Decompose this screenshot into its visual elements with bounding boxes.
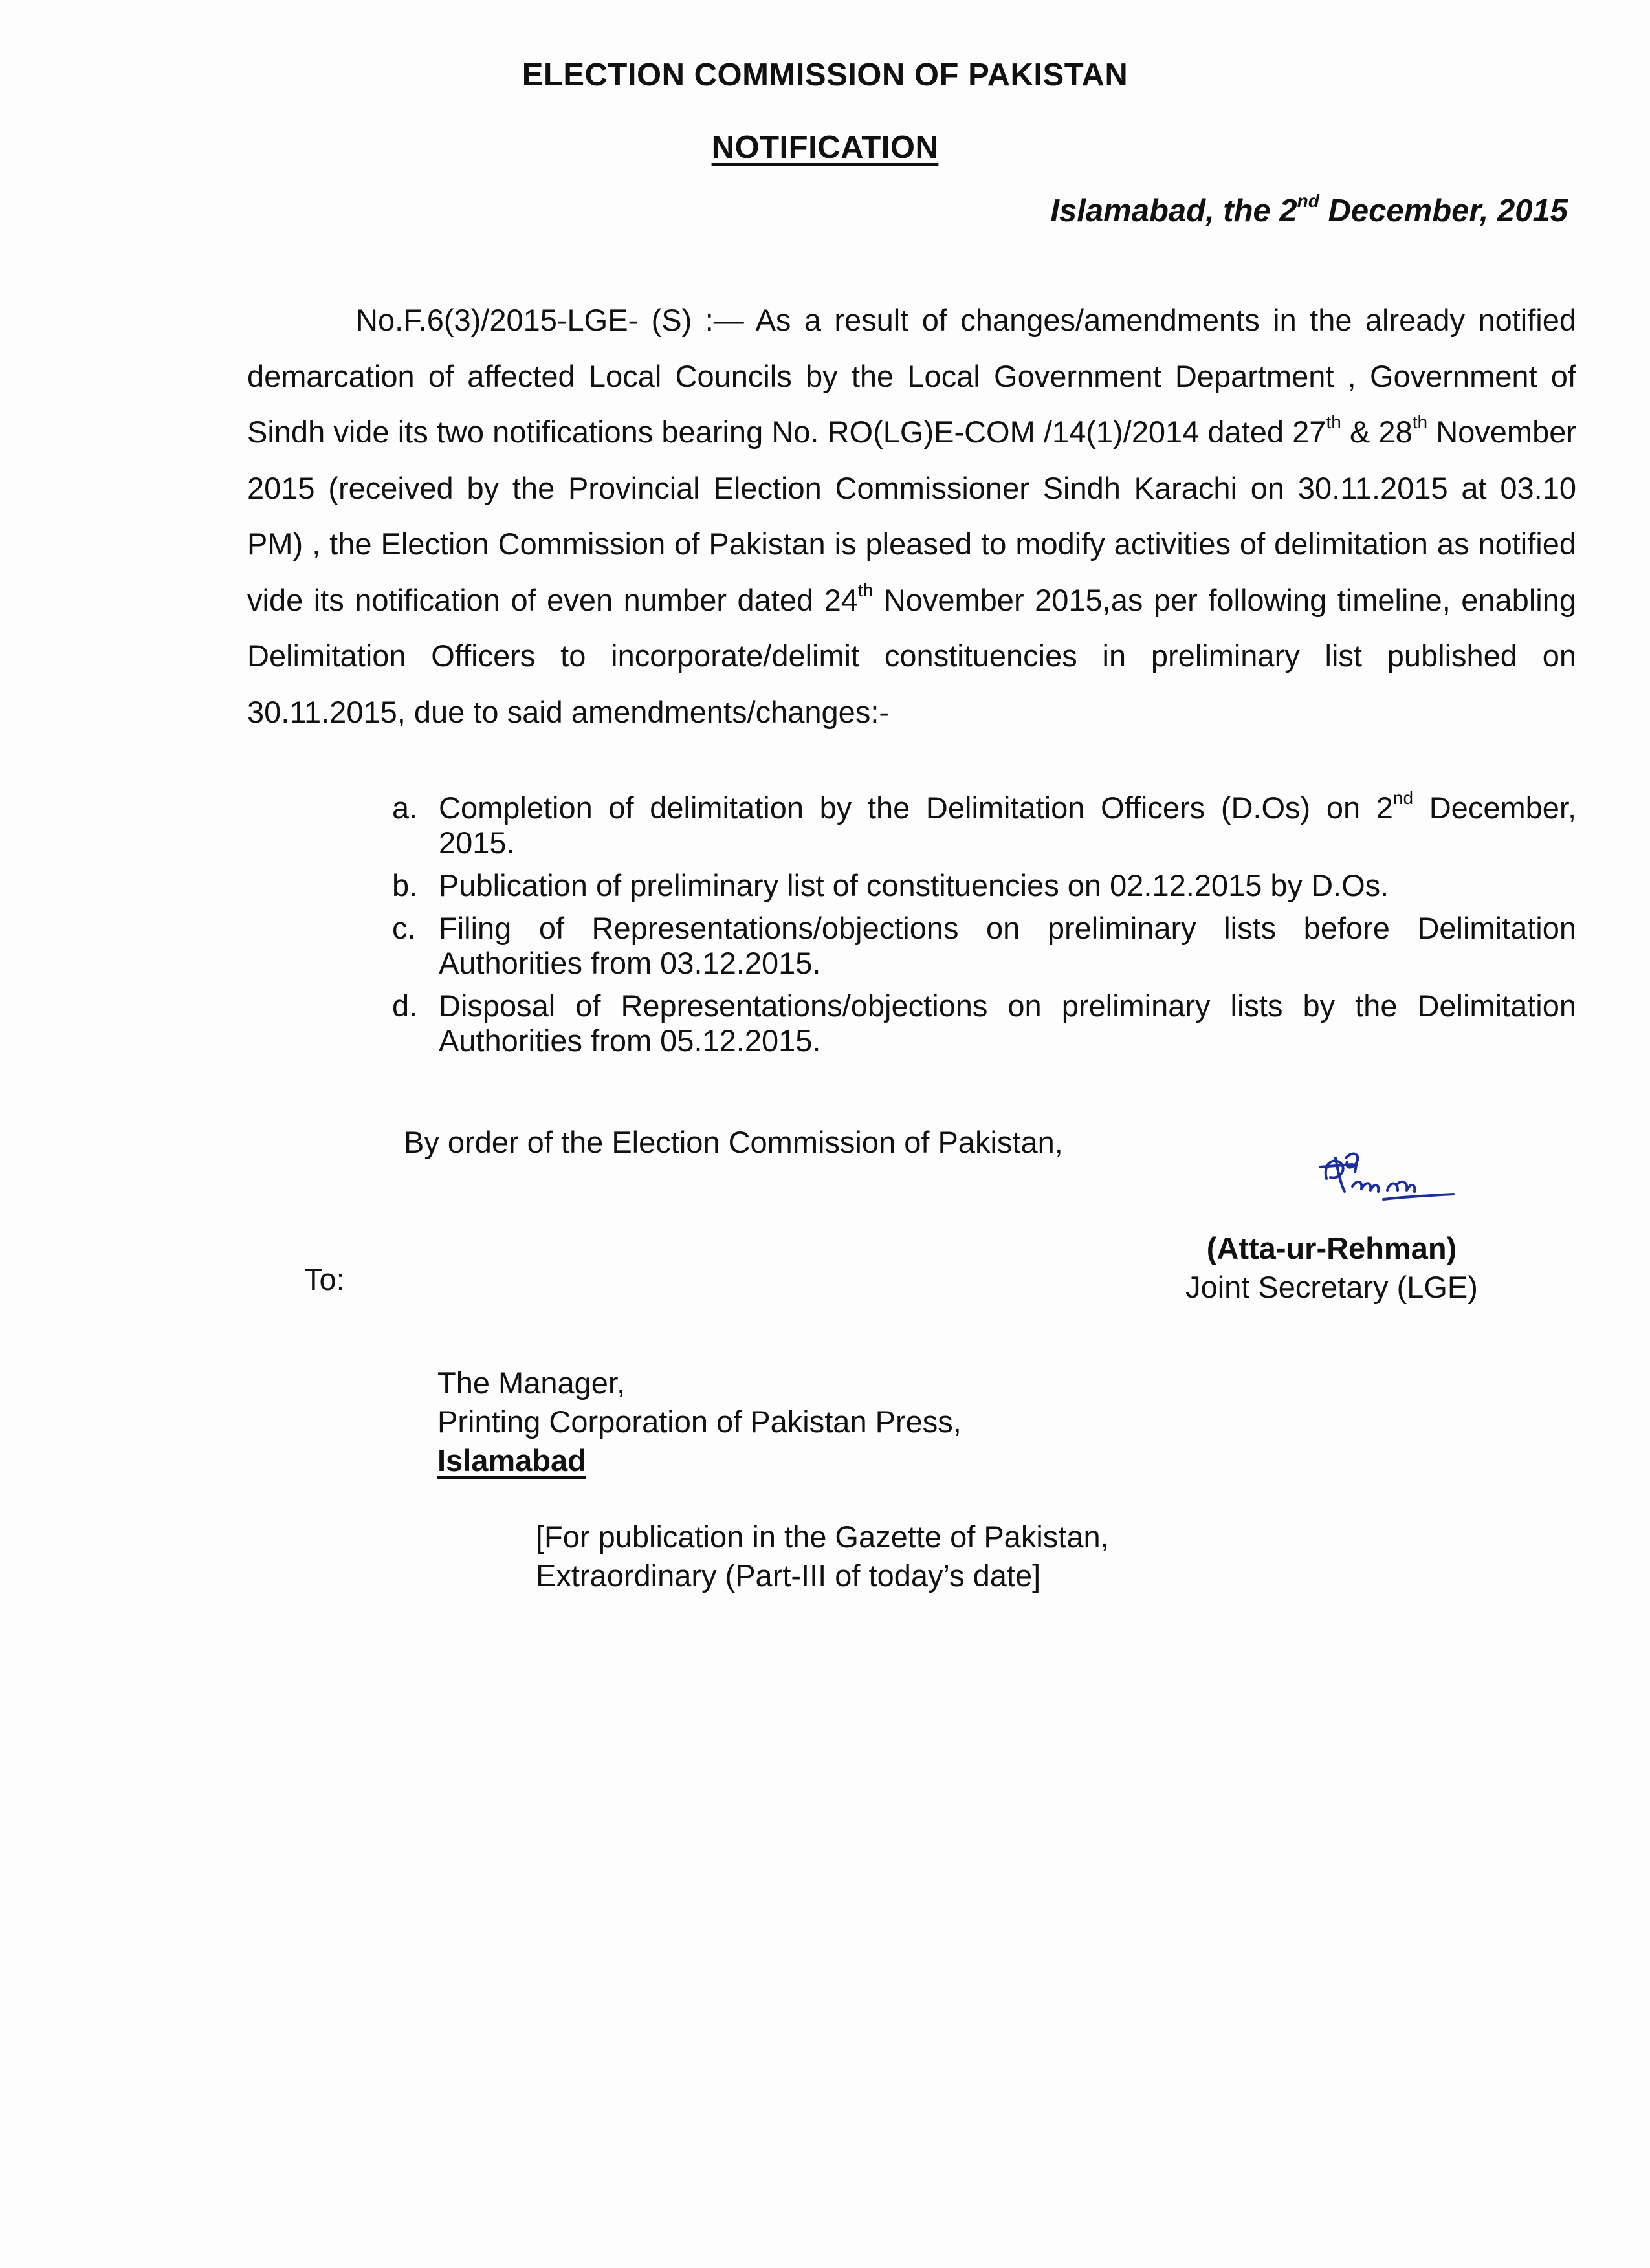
list-item-marker: a.	[392, 791, 418, 825]
notification-title: NOTIFICATION	[711, 130, 939, 165]
list-item-text-main: Completion of delimitation by the Delimitation Officers (D.Os) on 2	[439, 791, 1393, 825]
publication-note-line: [For publication in the Gazette of Pakistan,	[536, 1520, 1109, 1554]
signatory-name: (Atta-ur-Rehman)	[1206, 1231, 1457, 1265]
signature-image	[1307, 1139, 1462, 1216]
body-ordinal-2: th	[1412, 412, 1428, 432]
list-item-marker: d.	[392, 988, 418, 1023]
publication-note	[536, 1518, 1109, 1595]
list-item-marker: c.	[392, 911, 416, 945]
to-label: To:	[304, 1262, 345, 1296]
list-item	[382, 868, 1576, 903]
dateline-ordinal: nd	[1297, 191, 1319, 211]
dateline-prefix: Islamabad, the 2	[1050, 193, 1297, 228]
signatory-title: Joint Secretary (LGE)	[1185, 1270, 1478, 1304]
dateline	[1050, 193, 1568, 229]
list-item	[382, 988, 1576, 1058]
list-item	[382, 788, 1577, 860]
organization-heading: ELECTION COMMISSION OF PAKISTAN	[522, 58, 1128, 93]
body-ordinal-3: th	[857, 580, 874, 600]
body-text-2: & 28	[1341, 415, 1413, 449]
list-item	[382, 911, 1576, 981]
list-item-ordinal: nd	[1392, 788, 1414, 808]
body-text-3: November 2015 (received by the Provincial Election Commissioner Sindh Karachi on 30.11.2015 at 03.10 PM) , the Election Commission of Pakistan is pleased to modify activities of delimitation as notified vide its notification of even number dated 24	[247, 415, 1576, 617]
list-item-text	[439, 788, 1577, 860]
dateline-suffix: December, 2015	[1319, 193, 1568, 228]
notification-body	[247, 292, 1576, 740]
addressee-line: The Manager,	[437, 1366, 626, 1400]
list-item-marker: b.	[392, 868, 418, 902]
body-text-4: November 2015,as per following timeline, enabling Delimitation Officers to incorporate/delimit constituencies in preliminary list published on 30.11.2015, due to said amendments/changes:-	[247, 582, 1576, 729]
body-text-1: No.F.6(3)/2015-LGE- (S) :— As a result of changes/amendments in the already notified demarcation of affected Local Councils by the Local Government Department , Government of Sindh vide its two notifications bearing No. RO(LG)E-COM /14(1)/2014 dated 27	[247, 303, 1576, 449]
addressee-block	[437, 1364, 962, 1480]
addressee-line: Printing Corporation of Pakistan Press,	[437, 1404, 962, 1439]
body-ordinal-1: th	[1326, 412, 1341, 432]
by-order-line: By order of the Election Commission of Pakistan,	[404, 1125, 1063, 1159]
timeline-list	[382, 788, 1577, 1065]
list-item-text: Disposal of Representations/objections on preliminary lists by the Delimitation Authorities from 05.12.2015.	[439, 988, 1576, 1058]
list-item-text: Filing of Representations/objections on preliminary lists before Delimitation Authorities from 03.12.2015.	[439, 911, 1576, 980]
list-item-text: Publication of preliminary list of constituencies on 02.12.2015 by D.Os.	[439, 868, 1389, 902]
list-item-text-after: December, 2015.	[439, 791, 1577, 860]
addressee-city: Islamabad	[437, 1443, 586, 1477]
publication-note-line: Extraordinary (Part-III of today’s date]	[536, 1558, 1041, 1593]
